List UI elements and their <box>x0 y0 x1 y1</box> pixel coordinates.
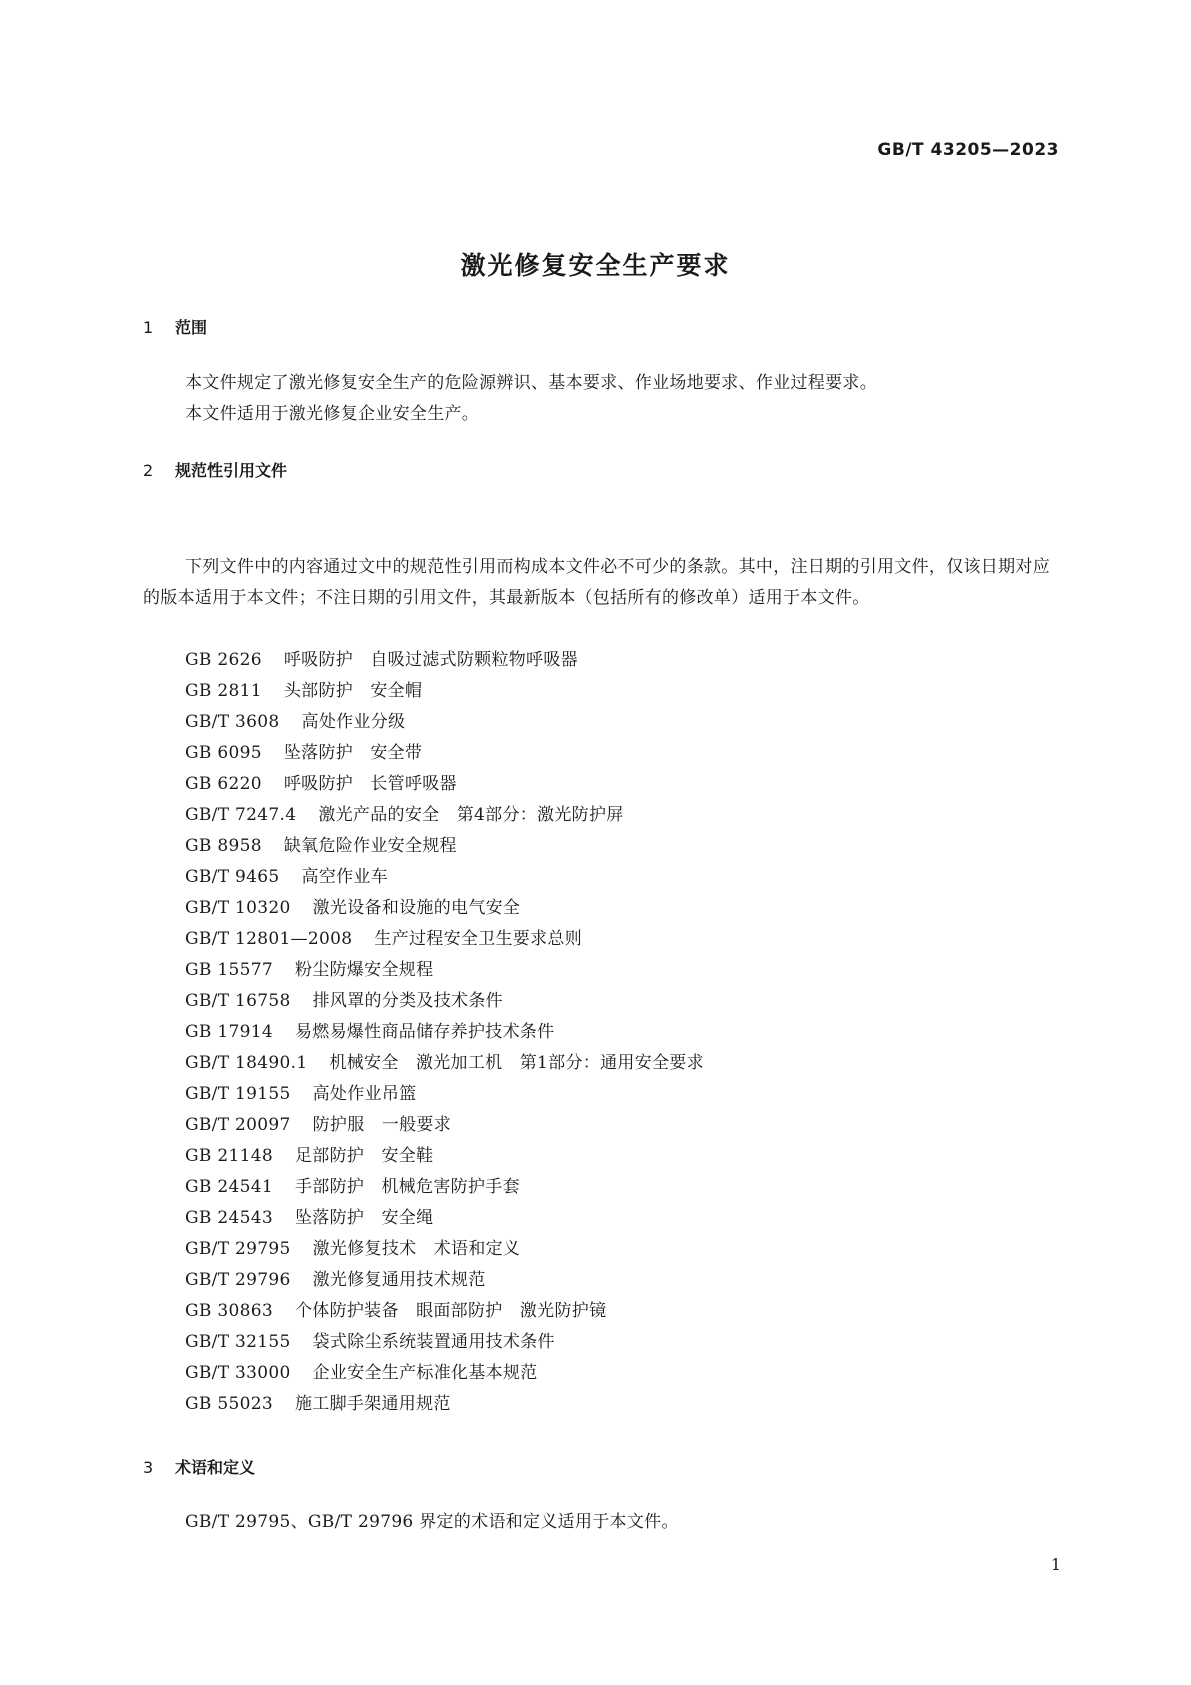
reference-item <box>185 1079 704 1110</box>
document-title: 激光修复安全生产要求 <box>460 251 731 280</box>
reference-code: GB/T 33000 <box>185 1363 291 1383</box>
reference-item <box>185 645 704 676</box>
reference-code: GB/T 10320 <box>185 898 291 918</box>
reference-code: GB/T 20097 <box>185 1115 291 1135</box>
reference-code: GB 6095 <box>185 743 262 763</box>
section-2-number: 2 <box>143 461 154 480</box>
reference-item <box>185 1048 704 1079</box>
reference-title: 激光修复通用技术规范 <box>312 1270 486 1290</box>
reference-title: 防护服 一般要求 <box>312 1115 452 1135</box>
section-3-heading <box>143 1455 255 1478</box>
reference-title: 激光产品的安全 第4部分：激光防护屏 <box>318 805 624 825</box>
reference-item <box>185 1172 704 1203</box>
reference-item <box>185 1017 704 1048</box>
reference-title: 足部防护 安全鞋 <box>294 1146 434 1166</box>
reference-code: GB 24541 <box>185 1177 273 1197</box>
reference-code: GB 6220 <box>185 774 262 794</box>
reference-item <box>185 1358 704 1389</box>
section-1-number: 1 <box>143 318 154 337</box>
reference-title: 个体防护装备 眼面部防护 激光防护镜 <box>294 1301 607 1321</box>
reference-code: GB 2811 <box>185 681 262 701</box>
section-3-number: 3 <box>143 1458 154 1477</box>
section-2-intro: 下列文件中的内容通过文中的规范性引用而构成本文件必不可少的条款。其中，注日期的引用文件，仅该日期对应的版本适用于本文件；不注日期的引用文件，其最新版本（包括所有的修改单）适用于本文件。 <box>143 557 1050 608</box>
reference-title: 缺氧危险作业安全规程 <box>283 836 457 856</box>
reference-code: GB/T 19155 <box>185 1084 291 1104</box>
reference-title: 排风罩的分类及技术条件 <box>312 991 503 1011</box>
section-3-paragraph-1: GB/T 29795、GB/T 29796 界定的术语和定义适用于本文件。 <box>185 1512 679 1532</box>
reference-code: GB/T 7247.4 <box>185 805 297 825</box>
reference-code: GB 24543 <box>185 1208 273 1228</box>
reference-title: 高处作业分级 <box>301 712 406 732</box>
section-1-paragraph-2: 本文件适用于激光修复企业安全生产。 <box>185 404 480 424</box>
section-1-heading <box>143 315 207 338</box>
reference-item <box>185 1296 704 1327</box>
reference-title: 粉尘防爆安全规程 <box>294 960 434 980</box>
reference-item <box>185 676 704 707</box>
reference-item <box>185 831 704 862</box>
reference-code: GB 2626 <box>185 650 262 670</box>
reference-code: GB/T 12801—2008 <box>185 929 353 949</box>
reference-code: GB/T 32155 <box>185 1332 291 1352</box>
reference-title: 易燃易爆性商品储存养护技术条件 <box>294 1022 555 1042</box>
reference-item <box>185 769 704 800</box>
reference-code: GB 17914 <box>185 1022 273 1042</box>
section-2-heading <box>143 458 287 481</box>
page-number: 1 <box>1050 1555 1061 1574</box>
reference-title: 激光修复技术 术语和定义 <box>312 1239 521 1259</box>
reference-title: 高空作业车 <box>301 867 389 887</box>
section-1-title: 范围 <box>175 318 208 337</box>
reference-item <box>185 986 704 1017</box>
reference-code: GB/T 3608 <box>185 712 280 732</box>
reference-code: GB/T 9465 <box>185 867 280 887</box>
reference-item <box>185 1203 704 1234</box>
reference-title: 施工脚手架通用规范 <box>294 1394 451 1414</box>
reference-title: 坠落防护 安全带 <box>283 743 423 763</box>
reference-item <box>185 1389 704 1420</box>
section-2-title: 规范性引用文件 <box>175 461 288 480</box>
reference-code: GB 8958 <box>185 836 262 856</box>
reference-title: 呼吸防护 自吸过滤式防颗粒物呼吸器 <box>283 650 578 670</box>
reference-item <box>185 1327 704 1358</box>
reference-code: GB 30863 <box>185 1301 273 1321</box>
reference-title: 头部防护 安全帽 <box>283 681 423 701</box>
reference-code: GB 55023 <box>185 1394 273 1414</box>
reference-title: 激光设备和设施的电气安全 <box>312 898 521 918</box>
reference-title: 高处作业吊篮 <box>312 1084 417 1104</box>
reference-code: GB/T 29796 <box>185 1270 291 1290</box>
reference-item <box>185 1234 704 1265</box>
reference-title: 生产过程安全卫生要求总则 <box>374 929 582 949</box>
section-3-title: 术语和定义 <box>175 1458 256 1477</box>
reference-title: 呼吸防护 长管呼吸器 <box>283 774 457 794</box>
reference-item <box>185 1141 704 1172</box>
reference-title: 机械安全 激光加工机 第1部分：通用安全要求 <box>329 1053 704 1073</box>
reference-code: GB 15577 <box>185 960 273 980</box>
reference-title: 手部防护 机械危害防护手套 <box>294 1177 520 1197</box>
reference-title: 企业安全生产标准化基本规范 <box>312 1363 538 1383</box>
reference-item <box>185 707 704 738</box>
reference-code: GB/T 16758 <box>185 991 291 1011</box>
reference-item <box>185 1265 704 1296</box>
reference-code: GB/T 18490.1 <box>185 1053 308 1073</box>
reference-item <box>185 955 704 986</box>
reference-title: 坠落防护 安全绳 <box>294 1208 434 1228</box>
reference-title: 袋式除尘系统装置通用技术条件 <box>312 1332 555 1352</box>
reference-item <box>185 1110 704 1141</box>
standard-code: GB/T 43205—2023 <box>877 140 1059 160</box>
normative-references-list <box>185 645 704 1420</box>
section-1-paragraph-1: 本文件规定了激光修复安全生产的危险源辨识、基本要求、作业场地要求、作业过程要求。 <box>185 373 877 393</box>
reference-code: GB/T 29795 <box>185 1239 291 1259</box>
reference-item <box>185 924 704 955</box>
reference-item <box>185 862 704 893</box>
reference-item <box>185 800 704 831</box>
reference-item <box>185 738 704 769</box>
reference-code: GB 21148 <box>185 1146 273 1166</box>
reference-item <box>185 893 704 924</box>
